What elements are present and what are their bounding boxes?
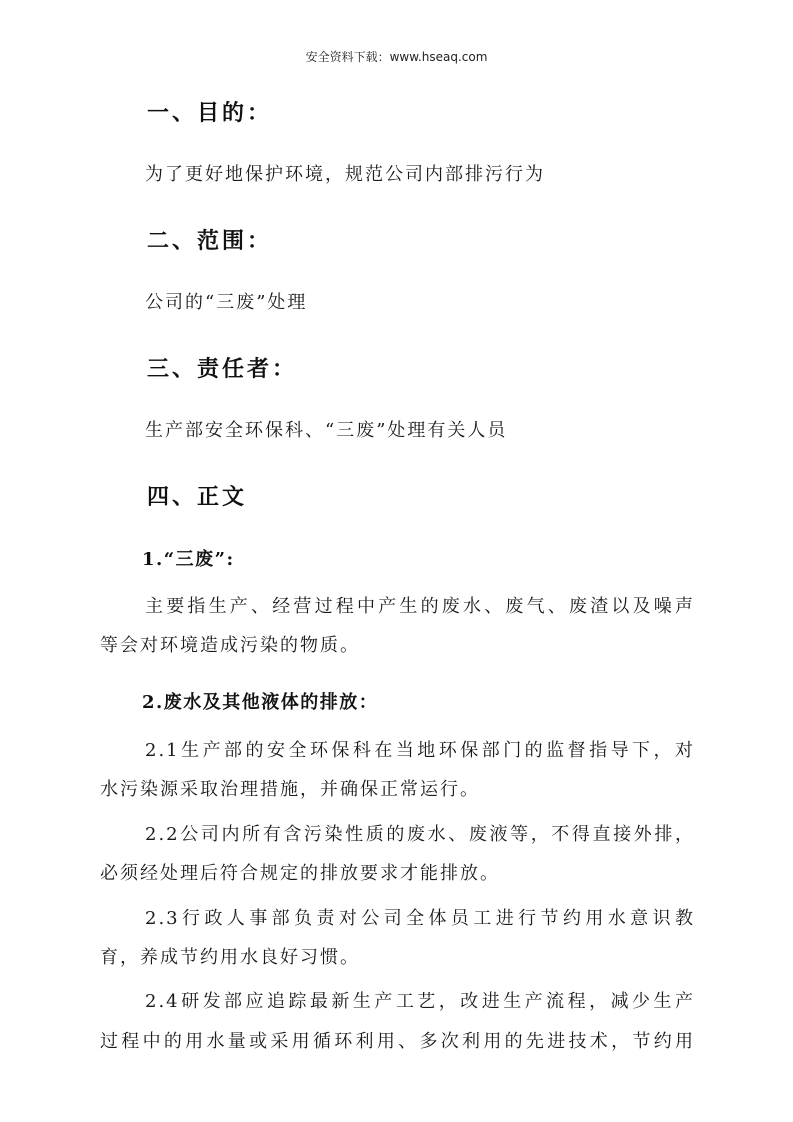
paragraph-line: 2.3行政人事部负责对公司全体员工进行节约用水意识教 bbox=[145, 908, 695, 929]
paragraph-line: 育，养成节约用水良好习惯。 bbox=[100, 947, 360, 968]
section-body-responsible: 生产部安全环保科、“三废”处理有关人员 bbox=[145, 420, 508, 441]
section-heading-responsible: 三、责任者： bbox=[147, 356, 298, 382]
section-body-purpose: 为了更好地保护环境，规范公司内部排污行为 bbox=[145, 164, 545, 185]
section-body-scope: 公司的“三废”处理 bbox=[145, 292, 308, 313]
paragraph-line: 2.2公司内所有含污染性质的废水、废液等，不得直接外排， bbox=[145, 824, 695, 845]
paragraph-line: 过程中的用水量或采用循环利用、多次利用的先进技术，节约用 bbox=[100, 1031, 695, 1052]
subsection-heading-wastewater: 2.废水及其他液体的排放： bbox=[142, 692, 379, 713]
section-heading-main-text: 四、正文 bbox=[147, 484, 248, 510]
paragraph-line: 必须经处理后符合规定的排放要求才能排放。 bbox=[100, 863, 500, 884]
section-heading-scope: 二、范围： bbox=[147, 228, 273, 254]
subsection-heading-three-wastes: 1.“三废”: bbox=[142, 549, 235, 570]
paragraph-line: 水污染源采取治理措施，并确保正常运行。 bbox=[100, 779, 480, 800]
paragraph-line: 2.4研发部应追踪最新生产工艺，改进生产流程，减少生产 bbox=[145, 991, 695, 1012]
paragraph-line: 主要指生产、经营过程中产生的废水、废气、废渣以及噪声 bbox=[145, 596, 695, 617]
site-header-note: 安全资料下载：www.hseaq.com bbox=[305, 50, 488, 64]
section-heading-purpose: 一、目的： bbox=[147, 100, 273, 126]
paragraph-line: 2.1生产部的安全环保科在当地环保部门的监督指导下，对 bbox=[145, 740, 695, 761]
paragraph-line: 等会对环境造成污染的物质。 bbox=[100, 635, 360, 656]
